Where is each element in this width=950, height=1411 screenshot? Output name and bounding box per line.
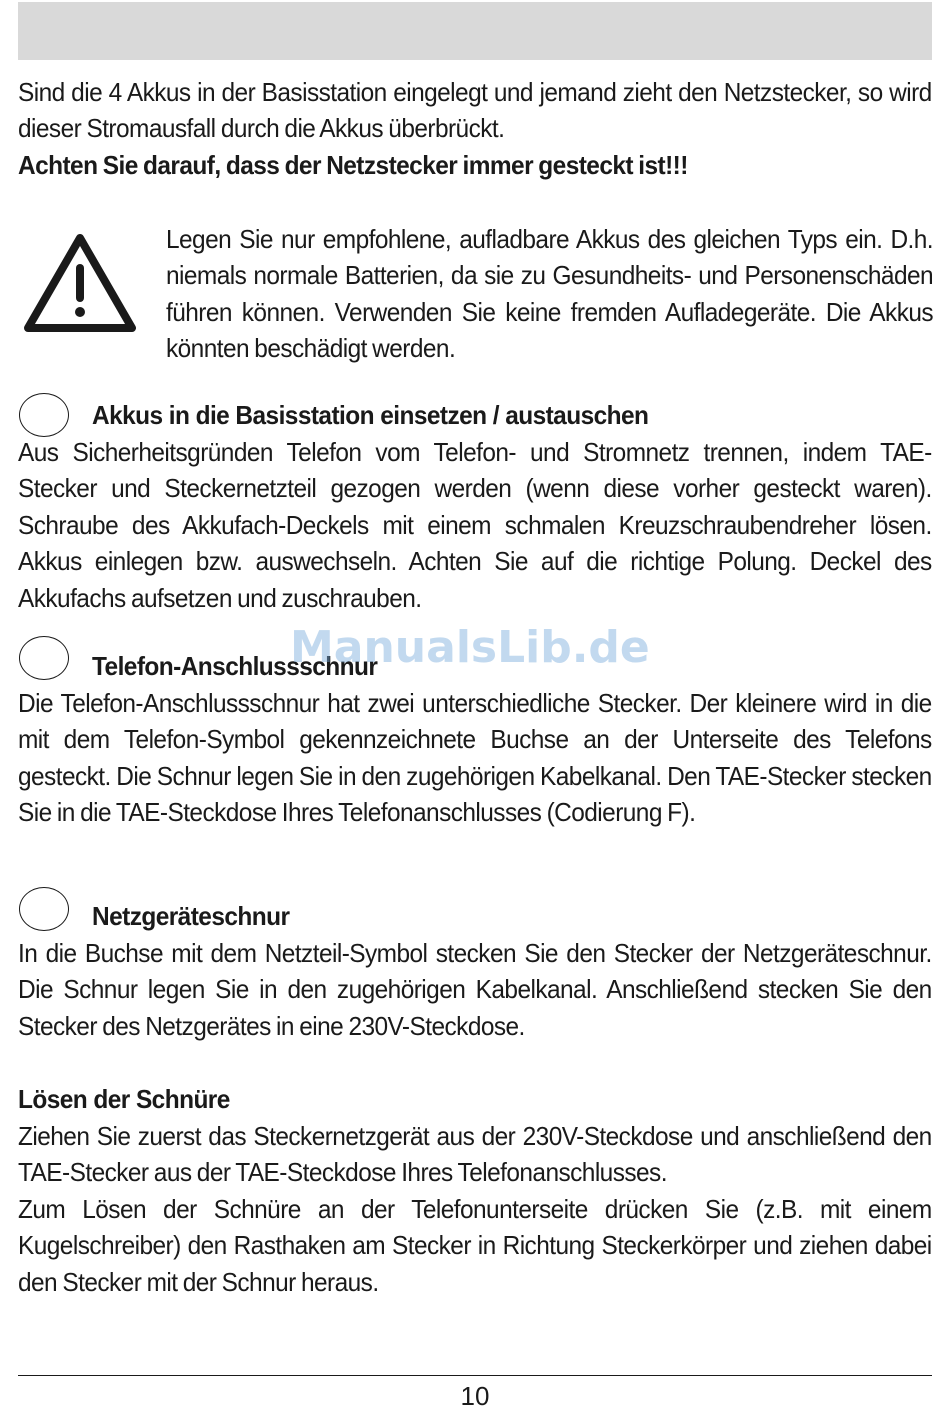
step-marker-circle <box>19 393 69 437</box>
footer-divider <box>18 1375 932 1376</box>
section-heading-akkus: Akkus in die Basisstation einsetzen / austauschen <box>92 400 649 430</box>
section-heading-loesen: Lösen der Schnüre <box>18 1084 230 1114</box>
watermark: ManualsLib.de <box>290 622 650 673</box>
section-body-anschlussschnur: Die Telefon-Anschlussschnur hat zwei unterschiedliche Stecker. Der kleinere wird in die mit dem Telefon-Symbol gekennzeichnete Buchse an der Unterseite des Telefons gesteckt. Die Schnur legen Sie in den zugehörigen Kabelkanal. Den TAE-Stecker stecken Sie in die TAE-Steckdose Ihres Telefonanschlusses (Codierung F). <box>18 688 932 828</box>
intro-block <box>18 74 932 183</box>
section-heading-netzgeraeteschnur: Netzgeräteschnur <box>92 901 290 931</box>
step-marker-circle <box>19 887 69 931</box>
release-block <box>18 1118 932 1300</box>
release-paragraph-1: Ziehen Sie zuerst das Steckernetzgerät aus der 230V-Steckdose und anschließend den TAE-Stecker aus der TAE-Steckdose Ihres Telefonanschlusses. <box>18 1121 932 1188</box>
page-number: 10 <box>460 1381 490 1411</box>
warning-triangle-icon <box>20 230 140 338</box>
release-paragraph-2: Zum Lösen der Schnüre an der Telefonunterseite drücken Sie (z.B. mit einem Kugelschreiber) den Rasthaken am Stecker in Richtung Steckerkörper und ziehen dabei den Stecker mit der Schnur heraus. <box>18 1193 932 1297</box>
warning-text: Legen Sie nur empfohlene, aufladbare Akkus des gleichen Typs ein. D.h. niemals normale Batterien, da sie zu Gesundheits- und Personenschäden führen können. Verwenden Sie keine fremden Aufladegeräte. Die Akkus könnten beschädigt werden. <box>166 224 934 364</box>
section-body-netzgeraeteschnur: In die Buchse mit dem Netzteil-Symbol stecken Sie den Stecker der Netzgeräteschnur. Die Schnur legen Sie in den zugehörigen Kabelkanal. Anschließend stecken Sie den Stecker des Netzgerätes in eine 230V-Steckdose. <box>18 938 932 1041</box>
header-bar <box>18 2 932 60</box>
step-marker-circle <box>19 636 69 680</box>
intro-emphasis: Achten Sie darauf, dass der Netzstecker immer gesteckt ist!!! <box>18 149 688 180</box>
intro-paragraph: Sind die 4 Akkus in der Basisstation eingelegt und jemand zieht den Netzstecker, so wird dieser Stromausfall durch die Akkus überbrückt. <box>18 77 932 144</box>
section-heading-anschlussschnur: Telefon-Anschlussschnur <box>92 651 378 681</box>
section-body-akkus: Aus Sicherheitsgründen Telefon vom Telefon- und Stromnetz trennen, indem TAE-Stecker und Steckernetzteil gezogen werden (wenn diese vorher gesteckt waren). Schraube des Akkufach-Deckels mit einem schmalen Kreuzschraubendreher lösen. Akkus einlegen bzw. auswechseln. Achten Sie auf die richtige Polung. Deckel des Akkufachs aufsetzen und zuschrauben. <box>18 437 932 613</box>
